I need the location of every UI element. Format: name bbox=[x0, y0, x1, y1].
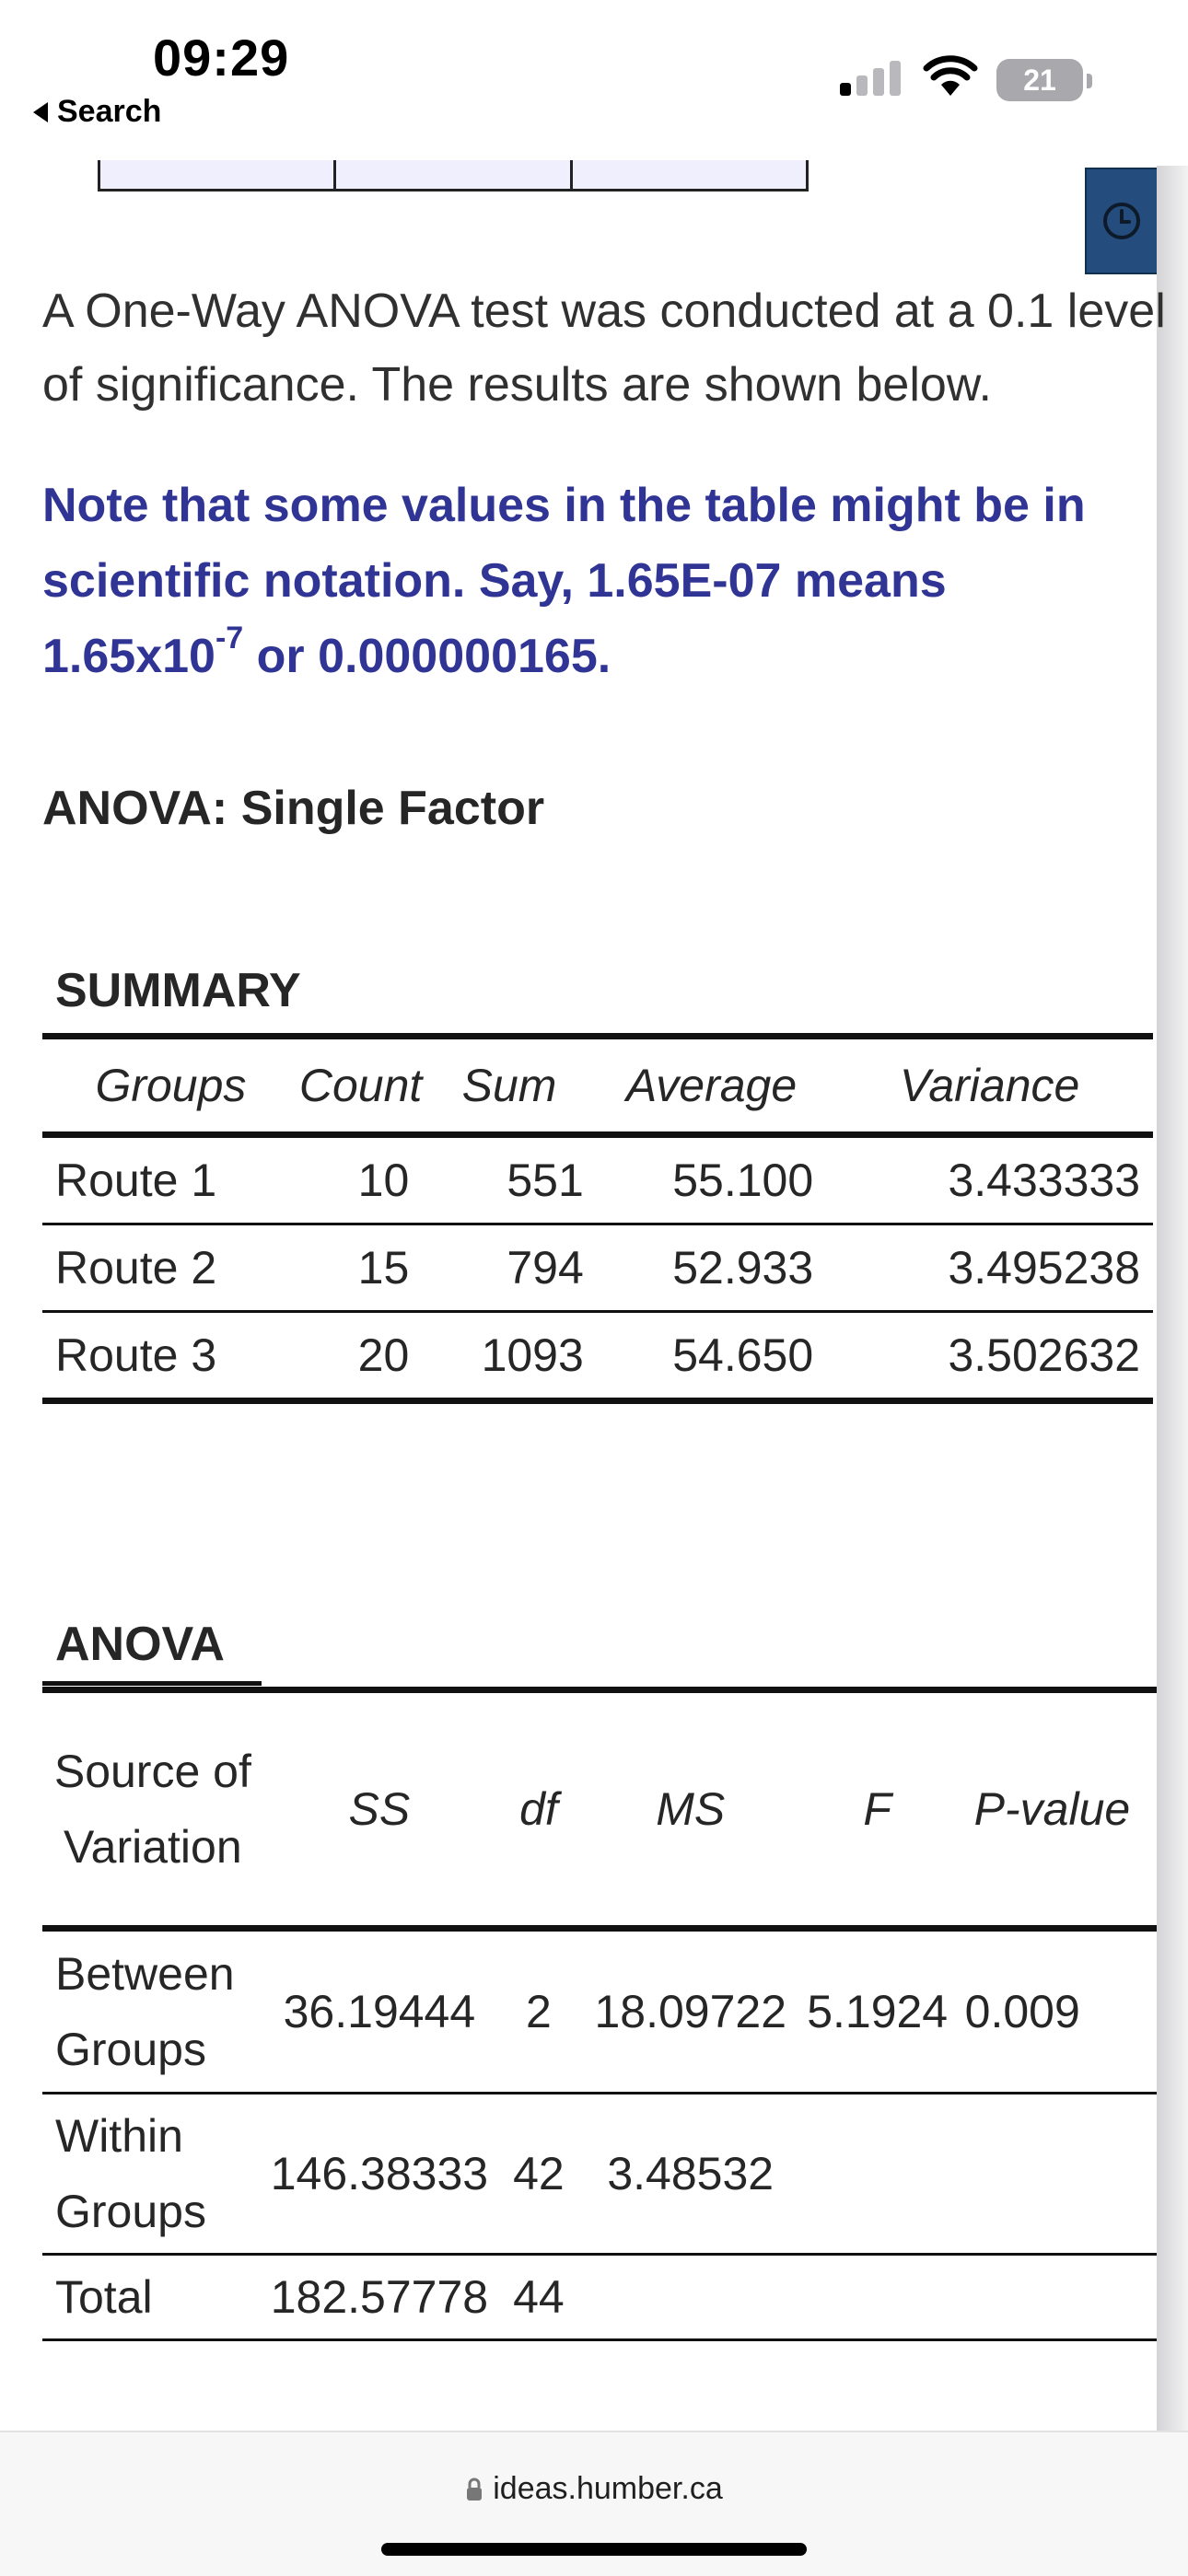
anova-header-row bbox=[42, 1690, 1157, 1929]
cell-average: 55.100 bbox=[597, 1135, 826, 1224]
scientific-notation-note: Note that some values in the table might be in scientific notation. Say, 1.65E-07 means $1.65x10^{-7}$ or 0.000000165. bbox=[42, 479, 1086, 683]
cell-ms: 18.09722 bbox=[582, 1929, 799, 2094]
table-row bbox=[42, 1929, 1157, 2094]
description-paragraph: A One-Way ANOVA test was conducted at a 0.1 level of significance. The results are shown below. bbox=[42, 284, 1166, 412]
cell-f bbox=[799, 2255, 956, 2340]
back-to-search-button[interactable] bbox=[33, 94, 161, 130]
cell-ss: 146.38333 bbox=[263, 2094, 495, 2255]
home-indicator[interactable] bbox=[381, 2543, 807, 2556]
anova-table-scroll[interactable] bbox=[42, 1687, 1157, 2359]
cell-ms bbox=[582, 2255, 799, 2340]
battery-cap bbox=[1087, 74, 1092, 88]
table-row bbox=[42, 2255, 1157, 2340]
cell-p-value: 0.009 bbox=[956, 1929, 1157, 2094]
summary-header-row bbox=[42, 1037, 1153, 1135]
anova-table bbox=[42, 1687, 1157, 2341]
header-groups: Groups bbox=[42, 1037, 299, 1135]
header-ms: MS bbox=[582, 1690, 799, 1929]
cell-average: 52.933 bbox=[597, 1224, 826, 1312]
table-row bbox=[42, 2094, 1157, 2255]
timer-button[interactable] bbox=[1085, 168, 1159, 274]
cell-variance: 3.433333 bbox=[826, 1135, 1153, 1224]
cell-group: Route 1 bbox=[42, 1135, 299, 1224]
cell-df: 44 bbox=[495, 2255, 582, 2340]
cell-sum: 1093 bbox=[422, 1312, 597, 1401]
summary-table bbox=[42, 1033, 1153, 1404]
cell-df: 42 bbox=[495, 2094, 582, 2255]
cell-p-value bbox=[956, 2255, 1157, 2340]
cell-f bbox=[799, 2094, 956, 2255]
battery-icon: 21 bbox=[996, 59, 1083, 101]
table-row bbox=[42, 1135, 1153, 1224]
status-time: 09:29 bbox=[153, 29, 290, 87]
cell-source: Within Groups bbox=[42, 2094, 263, 2255]
cell-ms: 3.48532 bbox=[582, 2094, 799, 2255]
url-display[interactable] bbox=[0, 2471, 1188, 2507]
cell-p-value bbox=[956, 2094, 1157, 2255]
header-average: Average bbox=[597, 1037, 826, 1135]
header-count: Count bbox=[299, 1037, 422, 1135]
cell-ss: 36.19444 bbox=[263, 1929, 495, 2094]
previous-table-fragment bbox=[98, 160, 809, 191]
cell-count: 10 bbox=[299, 1135, 422, 1224]
header-variance: Variance bbox=[826, 1037, 1153, 1135]
table-row bbox=[42, 1224, 1153, 1312]
cell-sum: 551 bbox=[422, 1135, 597, 1224]
cell-group: Route 3 bbox=[42, 1312, 299, 1401]
cell-df: 2 bbox=[495, 1929, 582, 2094]
cell-variance: 3.495238 bbox=[826, 1224, 1153, 1312]
cell-group: Route 2 bbox=[42, 1224, 299, 1312]
lock-icon bbox=[465, 2477, 483, 2501]
header-sum: Sum bbox=[422, 1037, 597, 1135]
url-text: ideas.humber.ca bbox=[493, 2471, 723, 2506]
header-f: F bbox=[799, 1690, 956, 1929]
anova-title: ANOVA bbox=[55, 1618, 225, 1671]
browser-url-bar[interactable] bbox=[0, 2431, 1188, 2576]
wifi-icon bbox=[923, 55, 978, 98]
clock-icon bbox=[1100, 199, 1144, 243]
cell-average: 54.650 bbox=[597, 1312, 826, 1401]
cell-count: 20 bbox=[299, 1312, 422, 1401]
cell-sum: 794 bbox=[422, 1224, 597, 1312]
cell-count: 15 bbox=[299, 1224, 422, 1312]
header-df: df bbox=[495, 1690, 582, 1929]
header-p-value: P-value bbox=[956, 1690, 1157, 1929]
back-arrow-icon bbox=[33, 102, 48, 122]
anova-title-underline bbox=[42, 1681, 262, 1686]
cell-variance: 3.502632 bbox=[826, 1312, 1153, 1401]
page-scroll-edge bbox=[1157, 166, 1188, 2434]
cell-source: Total bbox=[42, 2255, 263, 2340]
table-row bbox=[42, 1312, 1153, 1401]
anova-heading: ANOVA: Single Factor bbox=[42, 782, 545, 835]
back-label: Search bbox=[57, 94, 162, 129]
cell-ss: 182.57778 bbox=[263, 2255, 495, 2340]
cellular-signal-icon bbox=[840, 61, 901, 96]
cell-f: 5.1924 bbox=[799, 1929, 956, 2094]
header-ss: SS bbox=[263, 1690, 495, 1929]
cell-source: Between Groups bbox=[42, 1929, 263, 2094]
summary-title: SUMMARY bbox=[55, 964, 301, 1017]
header-source: Source of Variation bbox=[42, 1690, 263, 1929]
